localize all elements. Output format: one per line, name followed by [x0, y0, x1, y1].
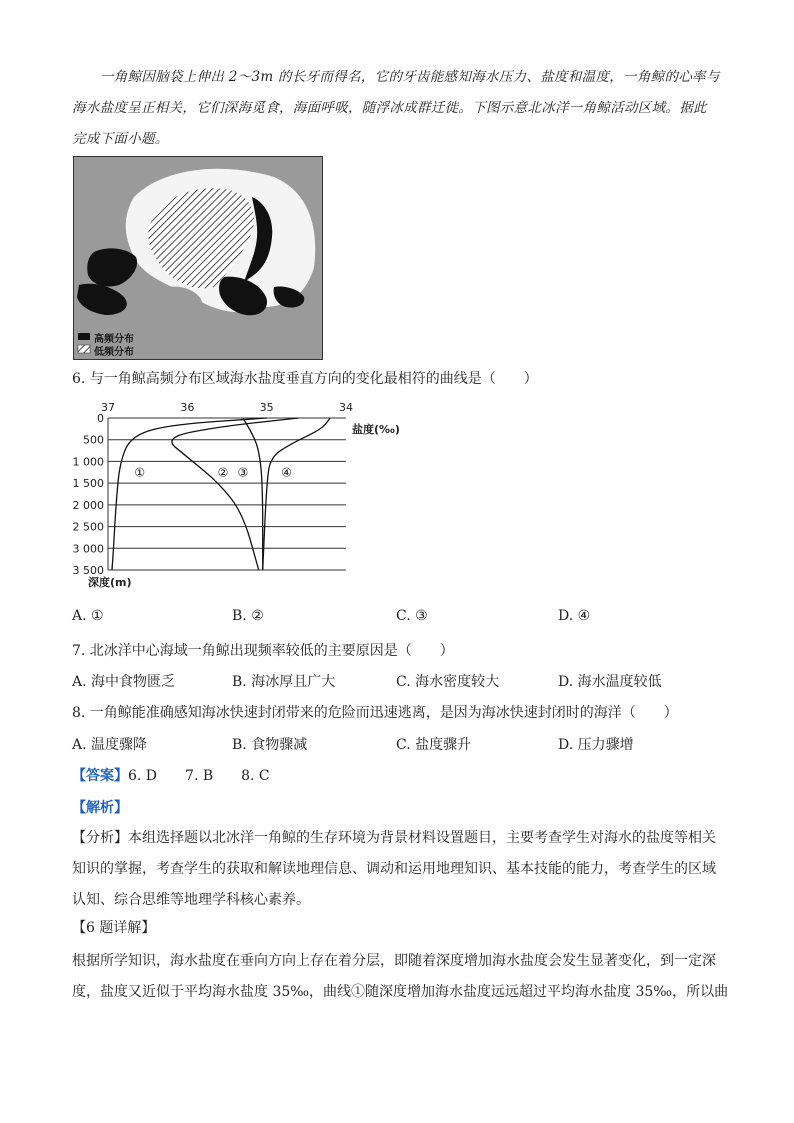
- q8-option-a[interactable]: A. 温度骤降: [72, 737, 148, 753]
- intro-paragraph: [72, 62, 722, 155]
- series-label: ④: [281, 465, 292, 480]
- q7-option-c[interactable]: C. 海水密度较大: [396, 674, 500, 690]
- fenxi-text: 本组选择题以北冰洋一角鲸的生存环境为背景材料设置题目，主要考查学生对海水的盐度等相关: [128, 830, 716, 846]
- y-tick-label: 500: [83, 433, 104, 447]
- analysis-header: [72, 797, 128, 817]
- question-7: 7. 北冰洋中心海域一角鲸出现频率较低的主要原因是（ ）: [72, 643, 454, 659]
- y-axis-label: 深度(m): [88, 576, 132, 589]
- y-tick-label: 1 500: [72, 477, 104, 491]
- q8-option-d[interactable]: D. 压力骤增: [558, 737, 634, 753]
- island-land: [93, 215, 123, 236]
- y-tick-label: 2 500: [72, 520, 104, 534]
- q8-option-c[interactable]: C. 盐度骤升: [396, 737, 472, 753]
- x-tick-label: 36: [180, 401, 195, 414]
- fenxi-paragraph: [72, 823, 722, 916]
- q6-option-b[interactable]: B. ②: [232, 608, 264, 624]
- legend-high-swatch: [78, 333, 90, 340]
- x-tick-label: 37: [101, 401, 115, 414]
- intro-line: 一角鲸因脑袋上伸出 2～3m 的长牙而得名，它的牙齿能感知海水压力、盐度和温度，一角鲸的心率与: [100, 69, 720, 85]
- x-tick-label: 35: [259, 401, 274, 414]
- fenxi-label: 【分析】: [72, 830, 128, 846]
- y-tick-label: 2 000: [72, 498, 104, 512]
- legend-low-swatch: [78, 345, 90, 353]
- q6-option-a[interactable]: A. ①: [72, 608, 104, 624]
- answer-line: [72, 765, 270, 785]
- question-8: 8. 一角鲸能准确感知海冰快速封闭带来的危险而迅速逃离，是因为海冰快速封闭时的海洋（ ）: [72, 705, 678, 721]
- x-axis-label: 盐度(‰): [352, 422, 400, 436]
- high-frequency-region: [77, 284, 127, 315]
- high-frequency-region: [87, 248, 137, 286]
- series-curve-1: [112, 418, 267, 570]
- salinity-chart-svg: [72, 398, 418, 593]
- fenxi-line: 认知、综合思维等地理学科核心素养。: [72, 892, 310, 908]
- detail-6-header: [72, 917, 155, 937]
- q7-option-a[interactable]: A. 海中食物匮乏: [72, 674, 176, 690]
- detail-6-line: 根据所学知识，海水盐度在垂向方向上存在着分层，即随着深度增加海水盐度会发生显著变化，到一定深: [72, 953, 716, 969]
- y-tick-label: 3 000: [72, 542, 104, 556]
- analysis-label: 【解析】: [72, 800, 128, 816]
- series-label: ③: [237, 465, 249, 480]
- q7-option-b[interactable]: B. 海冰厚且广大: [232, 674, 336, 690]
- fenxi-line: [72, 823, 722, 854]
- intro-line: 海水盐度呈正相关，它们深海觅食，海面呼吸，随浮冰成群迁徙。下图示意北冰洋一角鲸活动区域。据此: [72, 100, 707, 116]
- q6-option-c[interactable]: C. ③: [396, 608, 428, 624]
- detail-6-paragraph: [72, 946, 729, 1008]
- answer-label: 【答案】: [72, 768, 128, 784]
- series-label: ①: [134, 465, 146, 480]
- question-6: 6. 与一角鲸高频分布区域海水盐度垂直方向的变化最相符的曲线是（ ）: [72, 371, 538, 387]
- legend-low-label: 低频分布: [94, 347, 134, 358]
- detail-6-label: 【6 题详解】: [72, 920, 156, 936]
- intro-line: 完成下面小题。: [72, 131, 169, 147]
- y-tick-label: 0: [97, 412, 104, 425]
- answer-text: 6. D 7. B 8. C: [128, 768, 270, 784]
- y-tick-label: 3 500: [72, 564, 104, 577]
- salinity-depth-chart: [72, 398, 418, 597]
- q8-option-b[interactable]: B. 食物骤减: [232, 737, 308, 753]
- series-curve-2: [172, 418, 299, 570]
- series-label: ②: [217, 465, 229, 480]
- detail-6-line: 度，盐度又近似于平均海水盐度 35‰，曲线①随深度增加海水盐度远远超过平均海水盐度 35‰，所以曲: [72, 984, 729, 1000]
- legend-high-label: 高频分布: [94, 334, 134, 345]
- arctic-map-svg: [74, 157, 322, 359]
- q7-option-d[interactable]: D. 海水温度较低: [558, 674, 662, 690]
- x-tick-label: 34: [339, 401, 353, 414]
- q6-option-d[interactable]: D. ④: [558, 608, 591, 624]
- arctic-map: [73, 156, 323, 360]
- fenxi-line: 知识的掌握，考查学生的获取和解读地理信息、调动和运用地理知识、基本技能的能力，考查学生的区域: [72, 861, 716, 877]
- y-tick-label: 1 000: [72, 455, 104, 469]
- series-curve-4: [263, 418, 330, 570]
